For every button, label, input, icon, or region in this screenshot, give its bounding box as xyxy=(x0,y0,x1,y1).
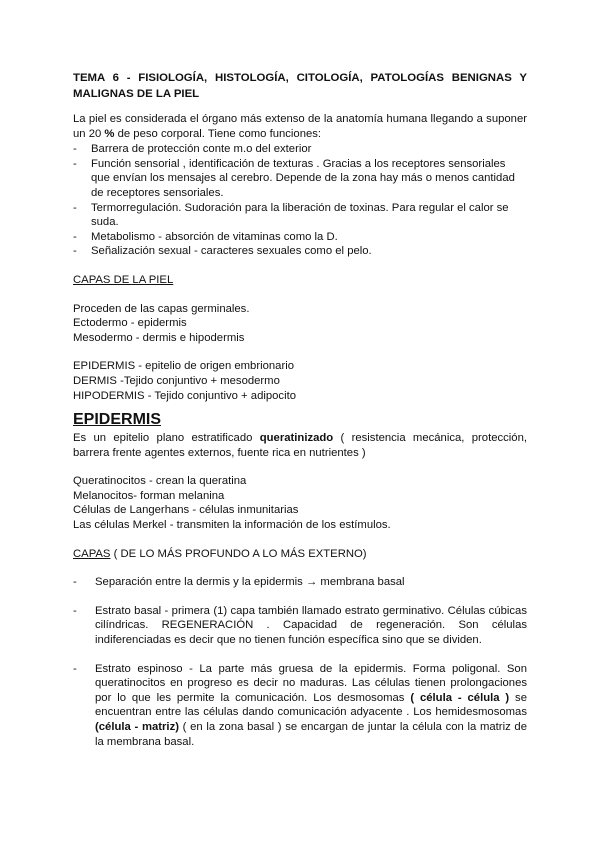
espinoso-bold: (célula - matriz) xyxy=(95,721,179,733)
text-line: Mesodermo - dermis e hipodermis xyxy=(73,331,245,344)
epidermis-desc-text: Es un epitelio plano estratificado xyxy=(73,432,260,445)
text-line: Queratinocitos - crean la queratina xyxy=(73,475,247,488)
text-line: Células de Langerhans - células inmunitarias xyxy=(73,504,299,517)
text-line: Melanocitos- forman melanina xyxy=(73,489,225,502)
espinoso-bold: ( célula - célula ) xyxy=(410,691,510,704)
epidermis-desc-text-end: ( resistencia mecánica, protección, barrera frente agentes externos, fuente rica en nutrientes ) xyxy=(73,432,528,459)
capas-piel-heading: CAPAS DE LA PIEL xyxy=(73,273,174,286)
text-line: Ectodermo - epidermis xyxy=(73,317,187,330)
text-line: EPIDERMIS - epitelio de origen embrionario xyxy=(73,360,295,373)
document-title: TEMA 6 - FISIOLOGÍA, HISTOLOGÍA, CITOLOGÍA, PATOLOGÍAS BENIGNAS Y MALIGNAS DE LA PIEL xyxy=(73,72,527,100)
funciones-list xyxy=(73,142,527,259)
text-line: HIPODERMIS - Tejido conjuntivo + adipocito xyxy=(73,389,297,402)
epidermis-heading: EPIDERMIS xyxy=(73,411,162,429)
list-item xyxy=(95,662,527,750)
intro-percent: % xyxy=(104,127,115,140)
capas-label: CAPAS xyxy=(73,547,111,560)
intro-text: La piel es considerada el órgano más extenso de la anatomía humana llegando a suponer un 20 xyxy=(73,113,527,140)
espinoso-text: se encuentran entre las células dando comunicación adyacente . Los hemidesmosomas xyxy=(95,691,527,719)
list-item: - Estrato basal - primera (1) capa también llamado estrato germinativo. Células cúbicas cilíndricas. REGENERACIÓN . Capacidad de regeneración. Son células indiferenciadas es decir que no tienen función específica sino que se dividen. xyxy=(95,604,527,648)
capas-label-rest: ( DE LO MÁS PROFUNDO A LO MÁS EXTERNO) xyxy=(110,547,367,560)
text-line: Proceden de las capas germinales. xyxy=(73,302,250,315)
text-line: Las células Merkel - transmiten la información de los estímulos. xyxy=(73,519,391,532)
list-item: - Metabolismo - absorción de vitaminas como la D. xyxy=(91,230,527,245)
list-item: - Barrera de protección conte m.o del exterior xyxy=(91,142,527,157)
list-item: - Separación entre la dermis y la epidermis → membrana basal xyxy=(95,575,527,590)
text-line: DERMIS -Tejido conjuntivo + mesodermo xyxy=(73,374,280,387)
capas-epidermis-list xyxy=(73,575,527,749)
intro-text-end: de peso corporal. Tiene como funciones: xyxy=(114,127,322,140)
epidermis-description xyxy=(73,431,527,460)
list-item: - Termorregulación. Sudoración para la liberación de toxinas. Para regular el calor se suda. xyxy=(91,201,527,230)
capas-epidermis-heading xyxy=(73,547,527,562)
espinoso-text: ( en la zona basal ) se encargan de juntar la célula con la matriz de la membrana basal. xyxy=(95,721,527,748)
list-item: - Función sensorial , identificación de texturas . Gracias a los receptores sensoriales que envían los mensajes al cerebro. Depende de la zona hay más o menos cantidad de receptores sensoriales. xyxy=(91,157,527,201)
intro-paragraph xyxy=(73,112,527,141)
document-body xyxy=(73,70,527,763)
espinoso-text: Estrato espinoso - La parte más gruesa de la epidermis. Forma poligonal. Son queratinocitos en progreso es decir no maduras. Las células tienen prolongaciones por lo que les permite la comunicación. Los desmosomas xyxy=(95,662,527,704)
epidermis-desc-bold: queratinizado xyxy=(259,432,334,445)
list-item: - Señalización sexual - caracteres sexuales como el pelo. xyxy=(91,244,527,259)
